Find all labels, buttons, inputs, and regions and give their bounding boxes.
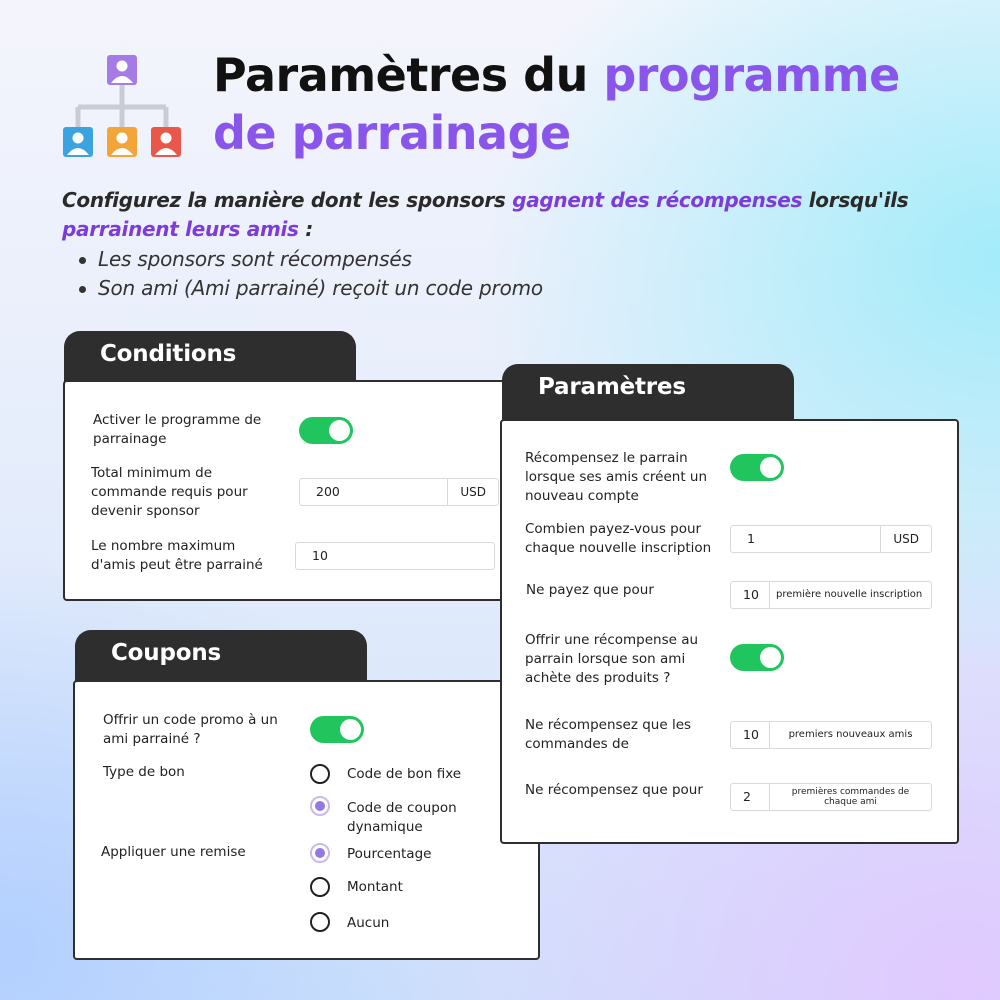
max-friends-input[interactable]: 10 — [312, 548, 328, 563]
title-accent-line2: de parrainage — [213, 106, 571, 160]
radio-percentage-label: Pourcentage — [347, 846, 432, 862]
radio-amount[interactable] — [310, 877, 330, 897]
apply-discount-label: Appliquer une remise — [101, 844, 246, 860]
pay-per-signup-unit: USD — [880, 526, 931, 552]
pay-per-signup-label: Combien payez-vous pour chaque nouvelle inscription — [525, 521, 712, 556]
radio-dynamic-code-label: Code de coupon dynamique — [347, 800, 457, 835]
reward-only-label: Ne récompensez que pour — [525, 782, 703, 798]
min-order-unit: USD — [447, 479, 498, 505]
bullet-item: Son ami (Ami parrainé) reçoit un code promo — [76, 274, 543, 303]
intro-text — [62, 186, 942, 244]
radio-none[interactable] — [310, 912, 330, 932]
radio-amount-label: Montant — [347, 879, 403, 895]
intro-part: Configurez la manière dont les sponsors — [62, 188, 513, 212]
pay-per-signup-field[interactable] — [730, 525, 932, 553]
bullet-item: Les sponsors sont récompensés — [76, 245, 543, 274]
voucher-type-label: Type de bon — [103, 764, 185, 780]
min-order-label: Total minimum de commande requis pour devenir sponsor — [91, 465, 248, 519]
bullet-list — [76, 245, 543, 303]
referral-hierarchy-icon — [60, 55, 184, 161]
reward-signup-label: Récompensez le parrain lorsque ses amis créent un nouveau compte — [525, 450, 708, 504]
tab-conditions[interactable]: Conditions — [64, 331, 356, 387]
intro-accent: gagnent des récompenses — [512, 188, 803, 212]
reward-orders-label: Ne récompensez que les commandes de — [525, 717, 692, 752]
intro-part: lorsqu'ils — [802, 188, 909, 212]
tab-coupons[interactable]: Coupons — [75, 630, 367, 686]
offer-promo-toggle[interactable] — [310, 716, 364, 743]
radio-fixed-code-label: Code de bon fixe — [347, 766, 462, 782]
radio-fixed-code[interactable] — [310, 764, 330, 784]
enable-program-toggle[interactable] — [299, 417, 353, 444]
reward-only-unit: premières commandes de chaque ami — [769, 784, 931, 810]
pay-only-unit: première nouvelle inscription — [769, 582, 928, 608]
radio-percentage[interactable] — [310, 843, 330, 863]
min-order-input[interactable]: 200 — [316, 484, 340, 499]
reward-signup-toggle[interactable] — [730, 454, 784, 481]
radio-dynamic-code[interactable] — [310, 796, 330, 816]
enable-program-label: Activer le programme de parrainage — [93, 412, 262, 447]
intro-accent: parrainent leurs amis — [62, 217, 299, 241]
title-text: Paramètres du — [213, 48, 604, 102]
reward-purchase-toggle[interactable] — [730, 644, 784, 671]
intro-part: : — [298, 217, 314, 241]
reward-only-input[interactable]: 2 — [743, 789, 751, 804]
reward-only-field[interactable] — [730, 783, 932, 811]
pay-only-field[interactable] — [730, 581, 932, 609]
reward-orders-input[interactable]: 10 — [743, 727, 759, 742]
reward-orders-field[interactable] — [730, 721, 932, 749]
conditions-card — [63, 380, 513, 601]
reward-purchase-label: Offrir une récompense au parrain lorsque son ami achète des produits ? — [525, 632, 699, 686]
reward-orders-unit: premiers nouveaux amis — [769, 722, 931, 748]
max-friends-field[interactable] — [295, 542, 495, 570]
min-order-field[interactable] — [299, 478, 499, 506]
coupons-card — [73, 680, 540, 960]
radio-none-label: Aucun — [347, 915, 390, 931]
parametres-card — [500, 419, 959, 844]
offer-promo-label: Offrir un code promo à un ami parrainé ? — [103, 712, 278, 747]
pay-only-input[interactable]: 10 — [743, 587, 759, 602]
tab-parametres[interactable]: Paramètres — [502, 364, 794, 424]
max-friends-label: Le nombre maximum d'amis peut être parrainé — [91, 538, 263, 573]
pay-only-label: Ne payez que pour — [526, 582, 654, 598]
pay-per-signup-input[interactable]: 1 — [747, 531, 755, 546]
page-title — [213, 46, 973, 162]
title-accent: programme — [603, 48, 900, 102]
